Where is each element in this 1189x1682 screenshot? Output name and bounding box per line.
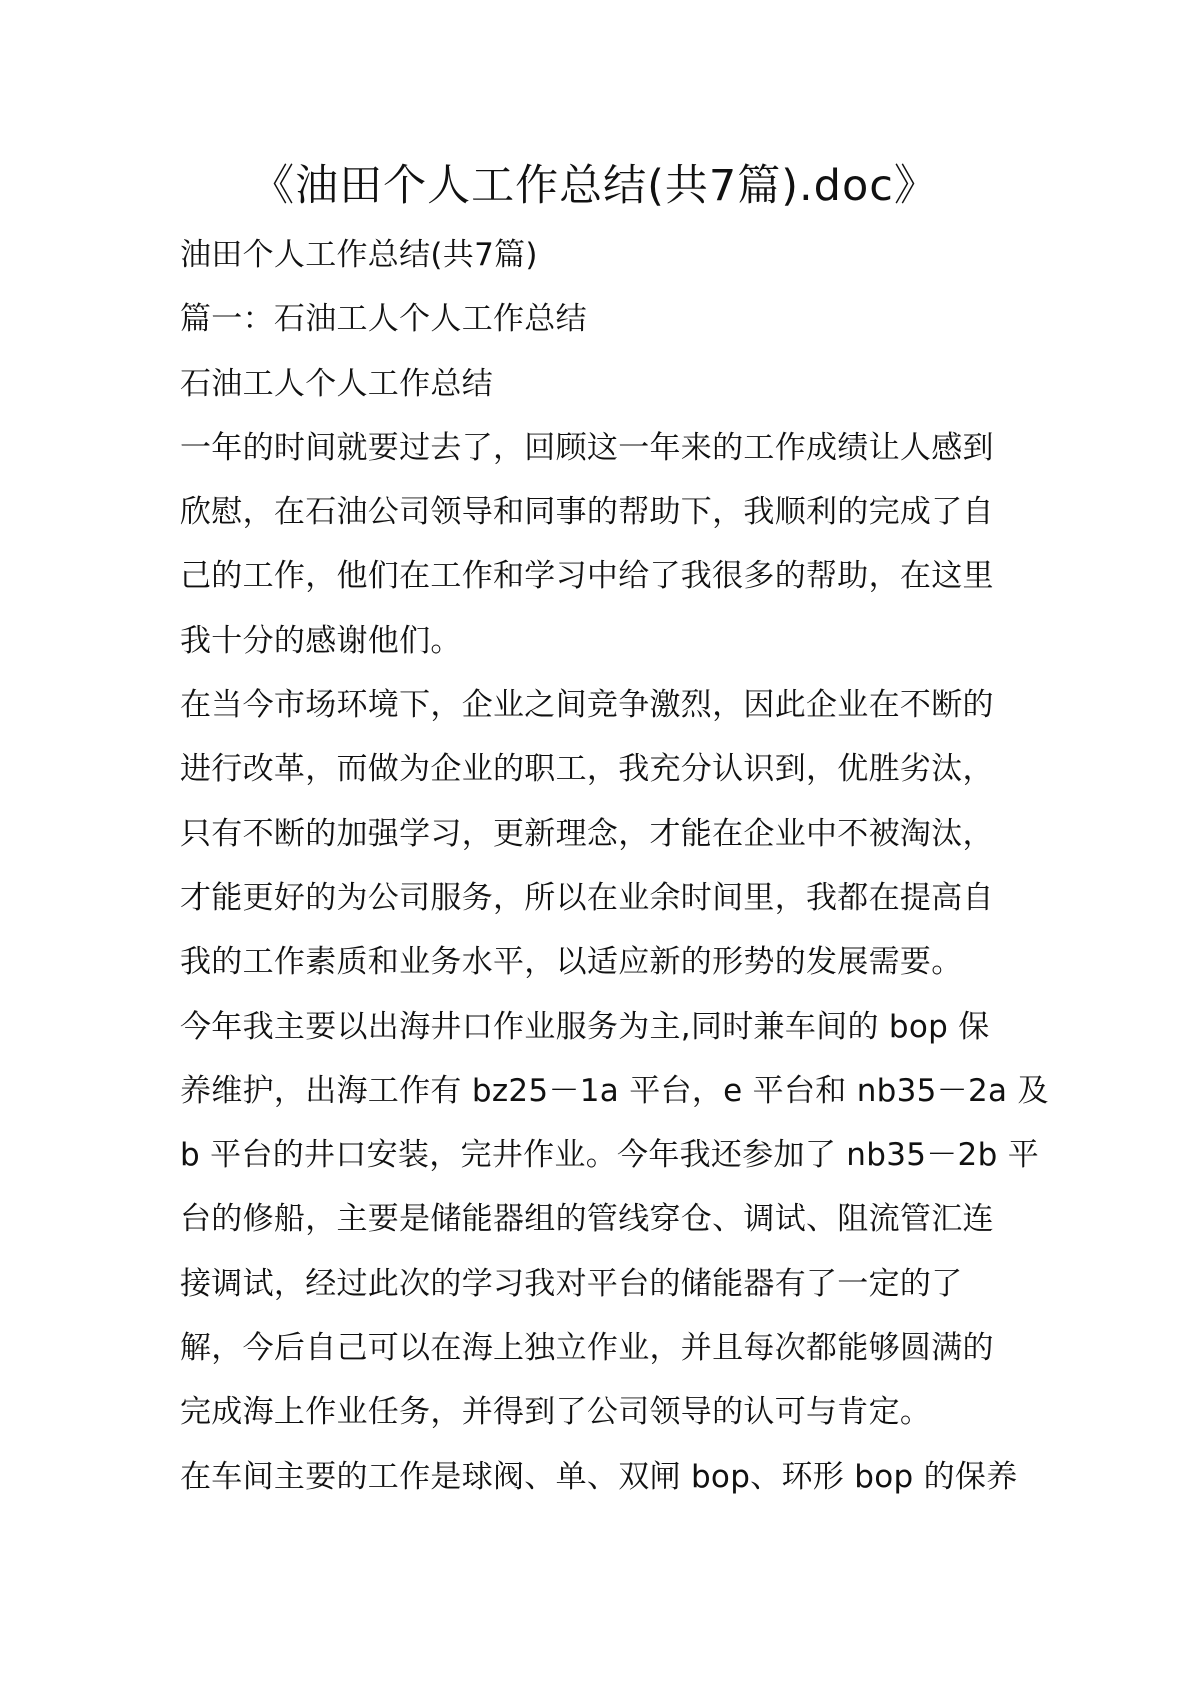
paragraph-line: 在车间主要的工作是球阀、单、双闸 bop、环形 bop 的保养	[180, 1458, 1018, 1495]
paragraph-line: 欣慰，在石油公司领导和同事的帮助下，我顺利的完成了自	[180, 494, 994, 531]
paragraph-line: 己的工作，他们在工作和学习中给了我很多的帮助，在这里	[180, 558, 994, 595]
paragraph-line: 我的工作素质和业务水平，以适应新的形势的发展需要。	[180, 944, 963, 981]
document-title: 《油田个人工作总结(共7篇).doc》	[251, 161, 938, 211]
subsection-heading: 石油工人个人工作总结	[180, 365, 493, 402]
paragraph-line: 接调试，经过此次的学习我对平台的储能器有了一定的了	[180, 1265, 963, 1302]
paragraph-line: 台的修船，主要是储能器组的管线穿仓、调试、阻流管汇连	[180, 1201, 994, 1238]
paragraph-line: 只有不断的加强学习，更新理念，才能在企业中不被淘汰，	[180, 815, 994, 852]
paragraph-line: 进行改革，而做为企业的职工，我充分认识到，优胜劣汰，	[180, 751, 994, 788]
paragraph-line: 我十分的感谢他们。	[180, 622, 462, 659]
paragraph-line: b 平台的井口安装，完井作业。今年我还参加了 nb35－2b 平	[180, 1137, 1040, 1174]
paragraph-line: 解，今后自己可以在海上独立作业，并且每次都能够圆满的	[180, 1330, 994, 1367]
heading-line: 油田个人工作总结(共7篇)	[180, 237, 538, 273]
paragraph-line: 一年的时间就要过去了，回顾这一年来的工作成绩让人感到	[180, 429, 994, 466]
paragraph-line: 才能更好的为公司服务，所以在业余时间里，我都在提高自	[180, 879, 994, 916]
section-heading: 篇一：石油工人个人工作总结	[180, 301, 587, 338]
paragraph-line: 今年我主要以出海井口作业服务为主,同时兼车间的 bop 保	[180, 1008, 990, 1045]
paragraph-line: 完成海上作业任务，并得到了公司领导的认可与肯定。	[180, 1394, 932, 1431]
document-body	[180, 237, 1049, 1524]
paragraph-line: 养维护，出海工作有 bz25－1a 平台，e 平台和 nb35－2a 及	[180, 1072, 1049, 1109]
paragraph-line: 在当今市场环境下，企业之间竞争激烈，因此企业在不断的	[180, 687, 994, 724]
